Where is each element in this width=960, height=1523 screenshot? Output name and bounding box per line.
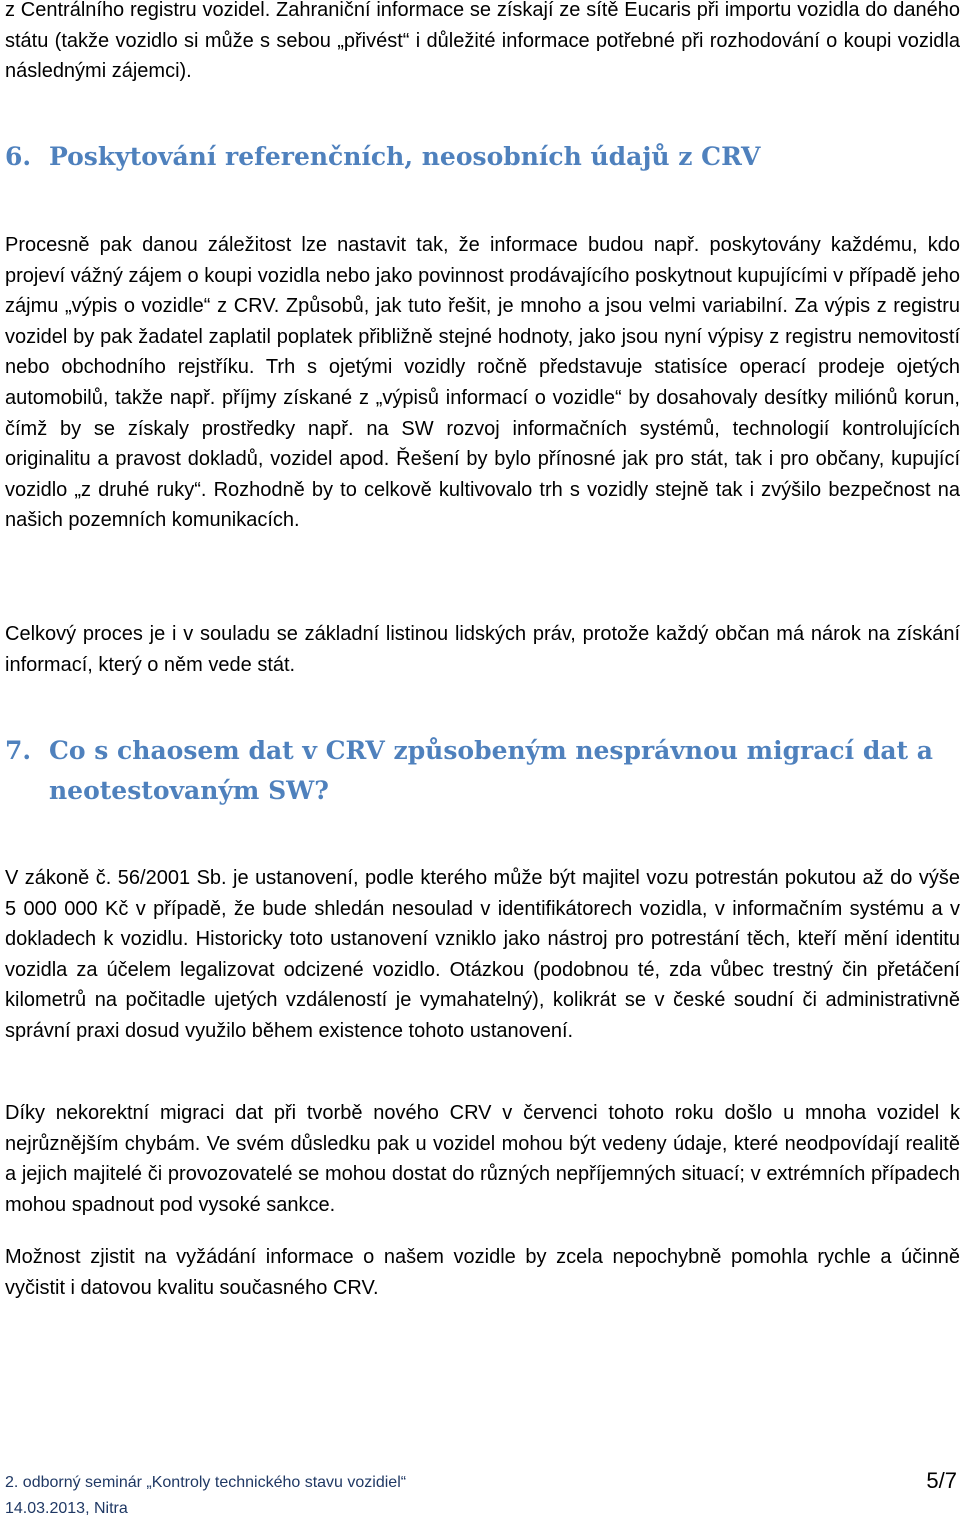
paragraph-procedure: Procesně pak danou záležitost lze nastavit tak, že informace budou např. poskytovány každému, kdo projeví vážný zájem o koupi vozidla nebo jako povinnost prodávajícího poskytnout kupujícími v případě jeho zájmu „výpis o vozidle“ z CRV. Způsobů, jak tuto řešit, je mnoho a jsou velmi variabilní. Za výpis z registru vozidel by pak žadatel zaplatil poplatek přibližně stejné hodnoty, jako jsou nyní výpisy z registru nemovitostí nebo obchodního rejstříku. Trh s ojetými vozidly ročně představuje statisíce operací prodeje ojetých automobilů, takže např. příjmy získané z „výpisů informací o vozidle“ by dosahovaly desítky miliónů korun, čímž by se získaly prostředky např. na SW rozvoj informačních systémů, technologií kontrolujících originalitu a pravost dokladů, vozidel apod. Řešení by bylo přínosné jak pro stát, tak i pro občany, kupující vozidlo „z druhé ruky“. Rozhodně by to celkově kultivovalo trh s vozidly stejně tak i zvýšilo bezpečnost na našich pozemních komunikacích. xyxy=(5,234,960,532)
section-title: Co s chaosem dat v CRV způsobeným nesprávnou migrací dat a neotestovaným SW? xyxy=(49,736,933,805)
paragraph-migration: Díky nekorektní migraci dat při tvorbě nového CRV v červenci tohoto roku došlo u mnoha vozidel k nejrůznějším chybám. Ve svém důsledku pak u vozidel mohou být vedeny údaje, které neodpovídají realitě a jejich majitelé či provozovatelé se mohou dostat do různých nepříjemných situací; v extrémních případech mohou spadnout pod vysoké sankce. xyxy=(5,1102,960,1216)
paragraph-law: V zákoně č. 56/2001 Sb. je ustanovení, podle kterého může být majitel vozu potrestán pokutou až do výše 5 000 000 Kč v případě, že bude shledán nesoulad v identifikátorech vozidla, v informačním systému a v dokladech k vozidlu. Historicky toto ustanovení vzniklo jako nástroj pro potrestání těch, kteří mění identitu vozidla za účelem legalizovat odcizené vozidlo. Otázkou (podobnou té, zda vůbec trestný čin přetáčení kilometrů na počitadle ujetých vzdáleností je vymahatelný), kolikrát se v české soudní či administrativně správní praxi dosud využilo během existence tohoto ustanovení. xyxy=(5,867,960,1042)
section-heading-6 xyxy=(5,137,945,177)
section-heading-7 xyxy=(5,731,945,811)
section-title: Poskytování referenčních, neosobních údajů z CRV xyxy=(49,142,761,171)
paragraph-intro-continuation: z Centrálního registru vozidel. Zahraniční informace se získají ze sítě Eucaris při importu vozidla do daného státu (takže vozidlo si může s sebou „přivést“ i důležité informace potřebné při rozhodování o koupi vozidla následnými zájemci). xyxy=(5,0,960,83)
page-number: 5/7 xyxy=(926,1468,957,1493)
section-number: 7. xyxy=(5,736,32,765)
paragraph-conclusion: Možnost zjistit na vyžádání informace o našem vozidle by zcela nepochybně pomohla rychle a účinně vyčistit i datovou kvalitu současného CRV. xyxy=(5,1246,960,1299)
paragraph-human-rights: Celkový proces je i v souladu se základní listinou lidských práv, protože každý občan má nárok na získání informací, který o něm vede stát. xyxy=(5,623,960,676)
section-number: 6. xyxy=(5,142,32,171)
footer-seminar: 2. odborný seminár „Kontroly technického stavu vozidiel“ xyxy=(5,1474,407,1491)
footer-date-place: 14.03.2013, Nitra xyxy=(5,1500,128,1517)
